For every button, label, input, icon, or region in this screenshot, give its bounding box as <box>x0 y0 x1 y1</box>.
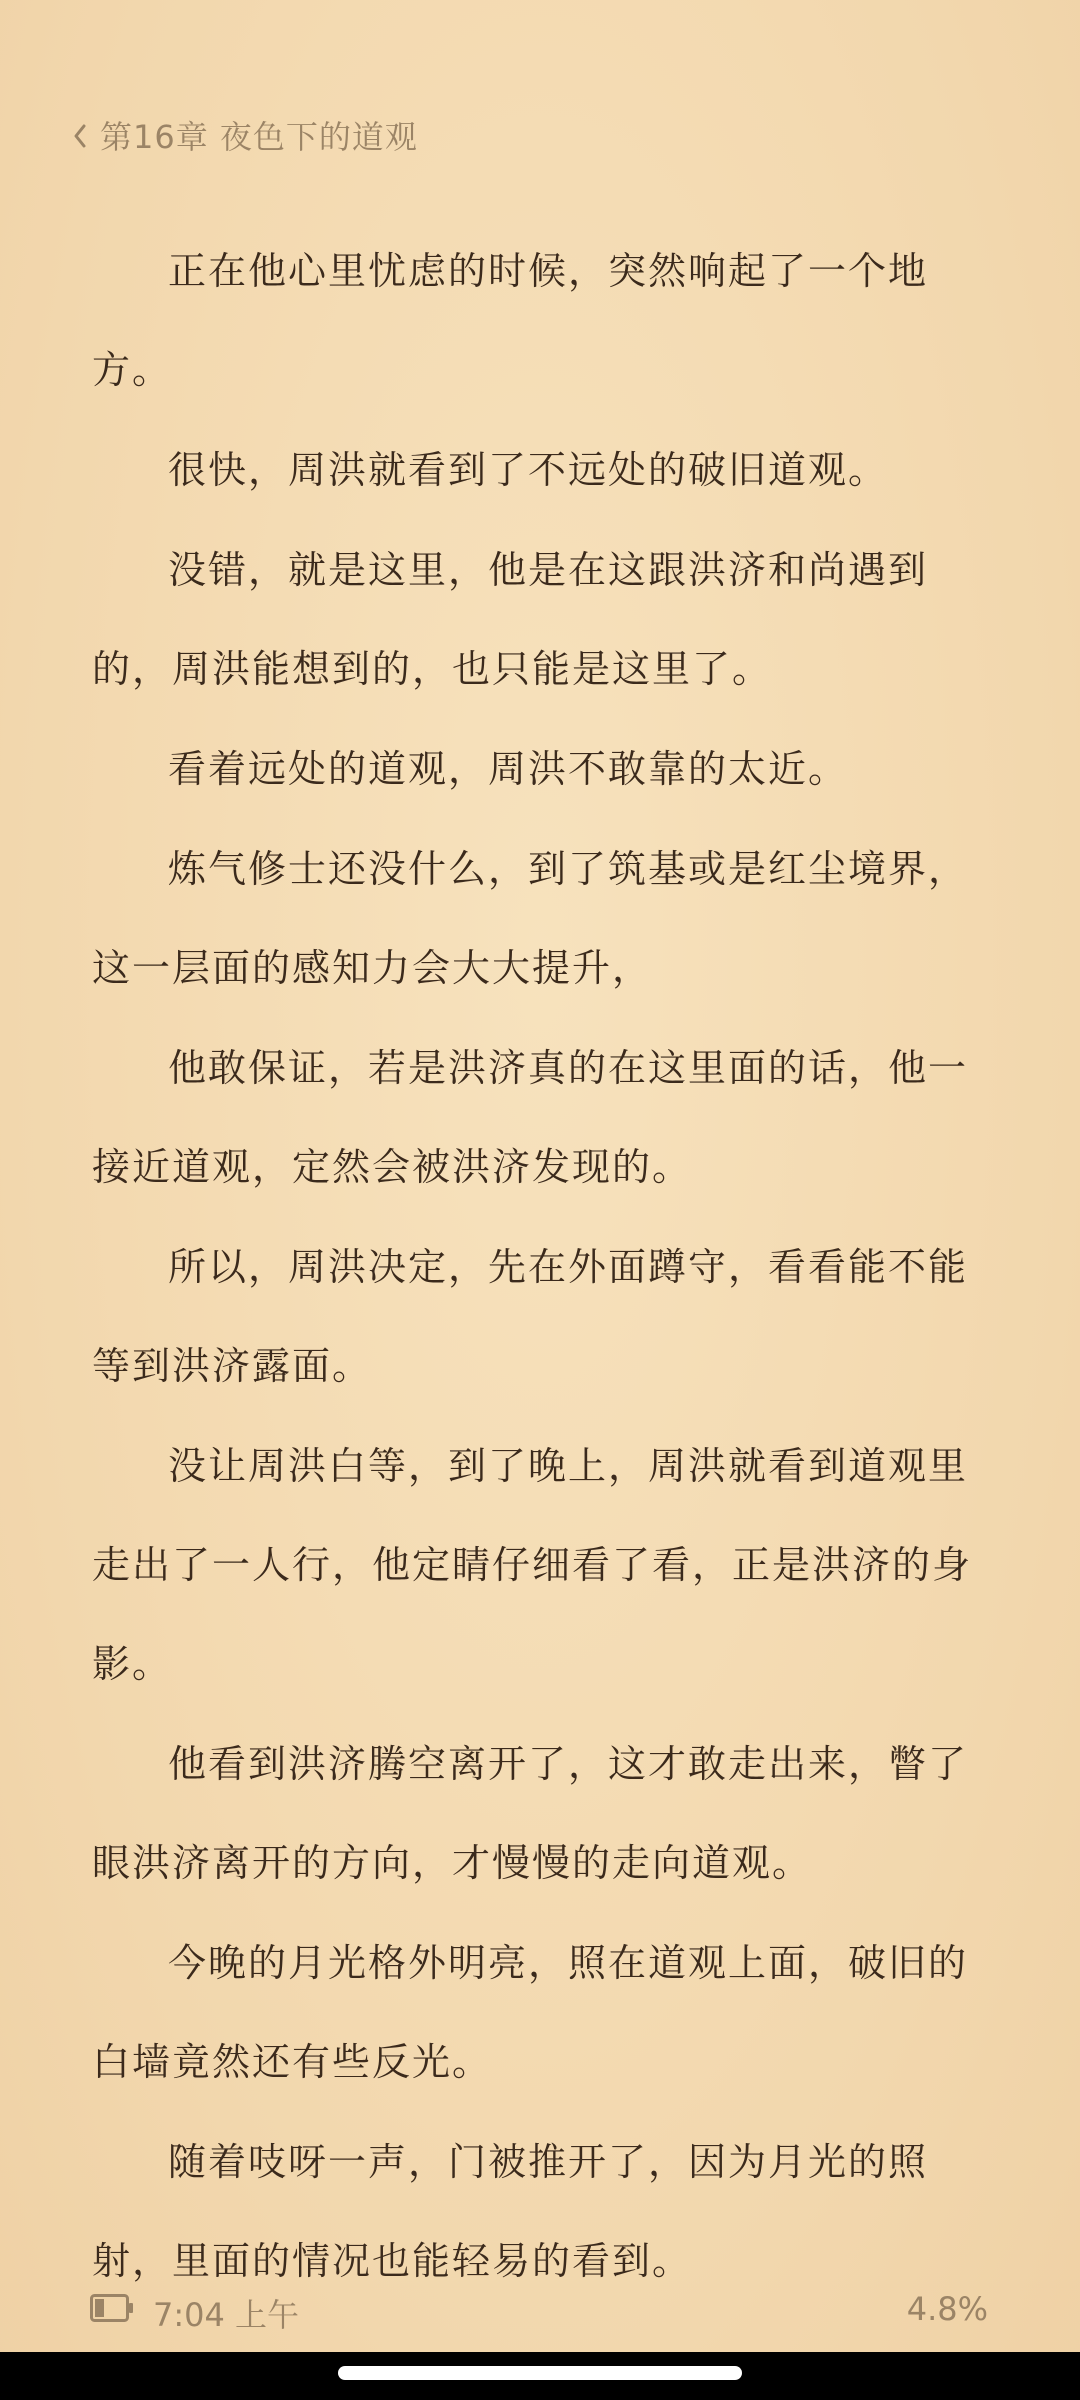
reader-content[interactable] <box>92 222 992 2312</box>
paragraph: 没错，就是这里，他是在这跟洪济和尚遇到的，周洪能想到的，也只能是这里了。 <box>92 548 929 691</box>
paragraph: 很快，周洪就看到了不远处的破旧道观。 <box>168 448 889 492</box>
paragraph: 看着远处的道观，周洪不敢靠的太近。 <box>168 747 849 791</box>
reader-footer <box>0 2290 1080 2340</box>
paragraph: 没让周洪白等，到了晚上，周洪就看到道观里走出了一人行，他定睛仔细看了看，正是洪济的身影。 <box>92 1444 973 1686</box>
home-indicator[interactable] <box>338 2366 742 2380</box>
reading-progress: 4.8% <box>906 2290 988 2328</box>
chevron-left-icon[interactable] <box>66 116 94 156</box>
clock-time: 7:04 上午 <box>153 2296 300 2334</box>
paragraph: 炼气修士还没什么，到了筑基或是红尘境界，这一层面的感知力会大大提升， <box>92 847 969 990</box>
paragraph: 随着吱呀一声，门被推开了，因为月光的照射，里面的情况也能轻易的看到。 <box>92 2140 929 2283</box>
paragraph: 他敢保证，若是洪济真的在这里面的话，他一接近道观，定然会被洪济发现的。 <box>92 1046 969 1189</box>
paragraph: 所以，周洪决定，先在外面蹲守，看看能不能等到洪济露面。 <box>92 1245 969 1388</box>
system-navigation-bar <box>0 2352 1080 2400</box>
battery-icon <box>90 2294 134 2322</box>
chapter-title[interactable]: 第16章 夜色下的道观 <box>100 118 418 156</box>
paragraph: 他看到洪济腾空离开了，这才敢走出来，瞥了眼洪济离开的方向，才慢慢的走向道观。 <box>92 1742 969 1885</box>
reader-header <box>0 108 1080 162</box>
paragraph: 今晚的月光格外明亮，照在道观上面，破旧的白墙竟然还有些反光。 <box>92 1941 969 2084</box>
paragraph: 正在他心里忧虑的时候，突然响起了一个地方。 <box>92 249 929 392</box>
